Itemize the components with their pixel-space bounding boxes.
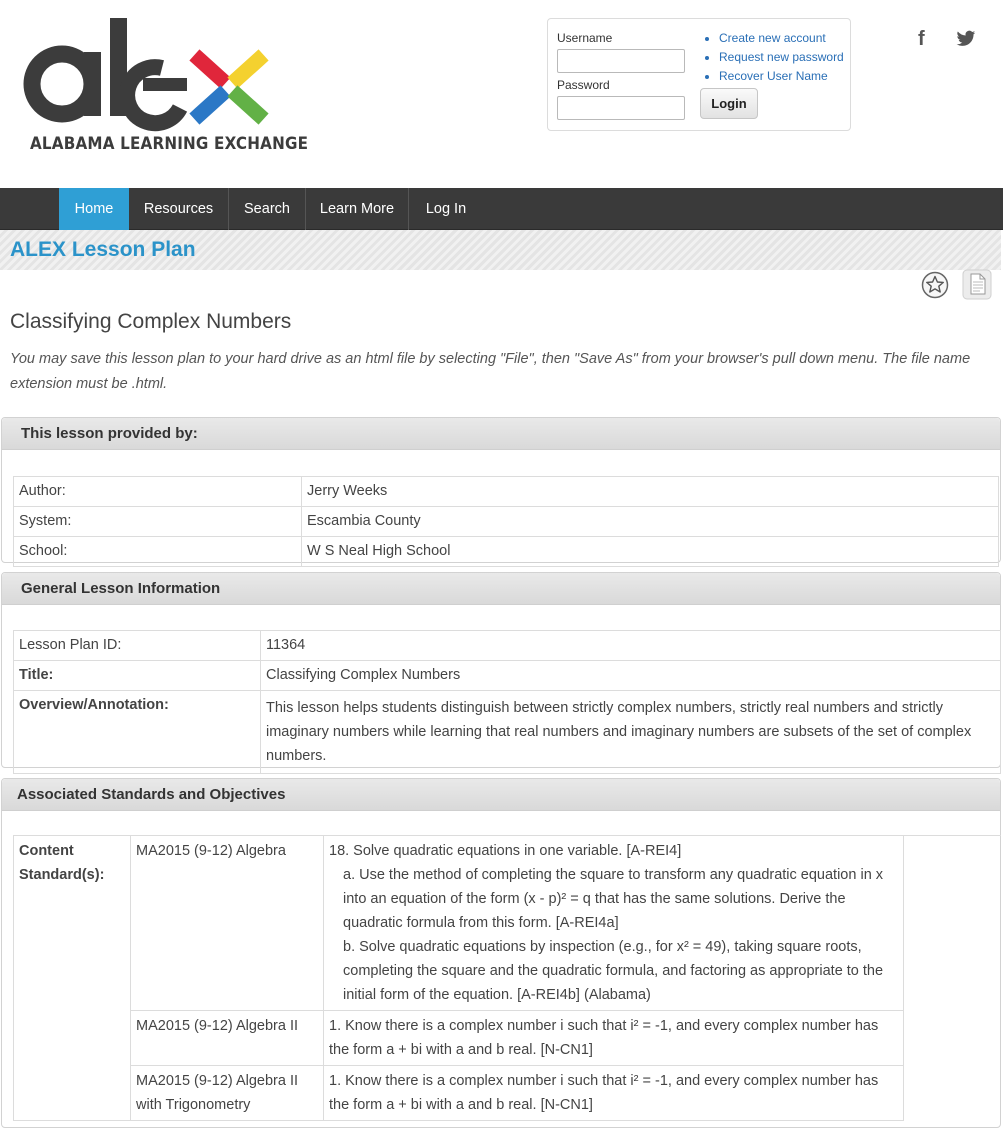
author-label: Author: bbox=[14, 477, 302, 507]
lesson-id-label: Lesson Plan ID: bbox=[14, 631, 261, 661]
document-icon[interactable] bbox=[962, 269, 992, 300]
main-nav bbox=[0, 188, 1003, 230]
title-label: Title: bbox=[14, 661, 261, 691]
banner-title: ALEX Lesson Plan bbox=[10, 238, 196, 261]
standard-course: MA2015 (9-12) Algebra II bbox=[131, 1011, 324, 1066]
standard-sub-b: b. Solve quadratic equations by inspection (e.g., for x² = 49), taking square roots, completing the square and the quadratic formula, and factoring as appropriate to the initial form of the equation. [A-REI4b] (Alabama) bbox=[343, 939, 884, 1003]
standard-course: MA2015 (9-12) Algebra bbox=[131, 836, 324, 1011]
general-info-panel bbox=[1, 572, 1001, 768]
password-input[interactable] bbox=[557, 96, 685, 120]
logo-subtitle: ALABAMA LEARNING EXCHANGE bbox=[30, 134, 309, 153]
save-instructions: You may save this lesson plan to your hard drive as an html file by selecting "File", then "Save As" from your browser's pull down menu. The file name extension must be .html. bbox=[10, 351, 971, 392]
standard-course: MA2015 (9-12) Algebra II with Trigonometry bbox=[131, 1066, 324, 1121]
password-label: Password bbox=[557, 78, 610, 92]
table-row bbox=[14, 661, 1001, 691]
school-value: W S Neal High School bbox=[302, 537, 999, 567]
login-form bbox=[547, 18, 851, 131]
list-item bbox=[719, 67, 844, 86]
table-row bbox=[14, 1066, 1002, 1121]
username-label: Username bbox=[557, 31, 613, 45]
provided-by-table bbox=[13, 476, 999, 567]
list-item bbox=[719, 29, 844, 48]
create-account-link[interactable]: Create new account bbox=[719, 31, 826, 45]
nav-log-in[interactable]: Log In bbox=[425, 201, 467, 217]
lesson-id-value: 11364 bbox=[261, 631, 1001, 661]
twitter-icon[interactable] bbox=[956, 30, 976, 48]
table-row bbox=[14, 537, 999, 567]
table-row bbox=[14, 691, 1001, 774]
facebook-icon[interactable]: f bbox=[918, 28, 925, 50]
request-password-link[interactable]: Request new password bbox=[719, 50, 844, 64]
nav-resources[interactable]: Resources bbox=[129, 188, 229, 230]
favorite-star-icon[interactable] bbox=[921, 271, 949, 299]
nav-learn-more[interactable]: Learn More bbox=[306, 188, 409, 230]
author-value: Jerry Weeks bbox=[302, 477, 999, 507]
standards-table bbox=[13, 835, 1001, 1121]
list-item bbox=[719, 48, 844, 67]
panel-heading: General Lesson Information bbox=[2, 573, 1000, 605]
panel-heading: This lesson provided by: bbox=[2, 418, 1000, 450]
panel-heading: Associated Standards and Objectives bbox=[2, 779, 1000, 811]
overview-value: This lesson helps students distinguish between strictly complex numbers, strictly real numbers and strictly imaginary numbers while learning that real numbers and imaginary numbers are subsets of the set of complex numbers. bbox=[261, 691, 1001, 774]
standard-text bbox=[324, 836, 904, 1011]
page-title: Classifying Complex Numbers bbox=[10, 310, 292, 333]
table-row bbox=[14, 1011, 1002, 1066]
site-header bbox=[0, 0, 1003, 188]
account-links bbox=[704, 29, 844, 86]
table-row bbox=[14, 507, 999, 537]
nav-search[interactable]: Search bbox=[229, 188, 306, 230]
table-row bbox=[14, 836, 1002, 1011]
table-spacer bbox=[904, 836, 1002, 1121]
table-row bbox=[14, 631, 1001, 661]
username-input[interactable] bbox=[557, 49, 685, 73]
recover-username-link[interactable]: Recover User Name bbox=[719, 69, 828, 83]
login-button[interactable]: Login bbox=[700, 88, 758, 119]
overview-label: Overview/Annotation: bbox=[14, 691, 261, 774]
system-label: System: bbox=[14, 507, 302, 537]
section-banner bbox=[0, 230, 1001, 270]
standard-text: 1. Know there is a complex number i such that i² = -1, and every complex number has the form a + bi with a and b real. [N-CN1] bbox=[324, 1011, 904, 1066]
nav-home[interactable]: Home bbox=[59, 188, 129, 230]
content-standards-label: Content Standard(s): bbox=[14, 836, 131, 1121]
provided-by-panel bbox=[1, 417, 1001, 563]
school-label: School: bbox=[14, 537, 302, 567]
system-value: Escambia County bbox=[302, 507, 999, 537]
table-row bbox=[14, 477, 999, 507]
standard-sub-a: a. Use the method of completing the square to transform any quadratic equation in x into an equation of the form (x - p)² = q that has the same solutions. Derive the quadratic formula from this form. [A-REI4a] bbox=[343, 867, 884, 931]
general-info-table bbox=[13, 630, 1001, 774]
standard-main: 18. Solve quadratic equations in one variable. [A-REI4] bbox=[329, 843, 682, 859]
standards-panel bbox=[1, 778, 1001, 1128]
standard-text: 1. Know there is a complex number i such that i² = -1, and every complex number has the form a + bi with a and b real. [N-CN1] bbox=[324, 1066, 904, 1121]
title-value: Classifying Complex Numbers bbox=[261, 661, 1001, 691]
